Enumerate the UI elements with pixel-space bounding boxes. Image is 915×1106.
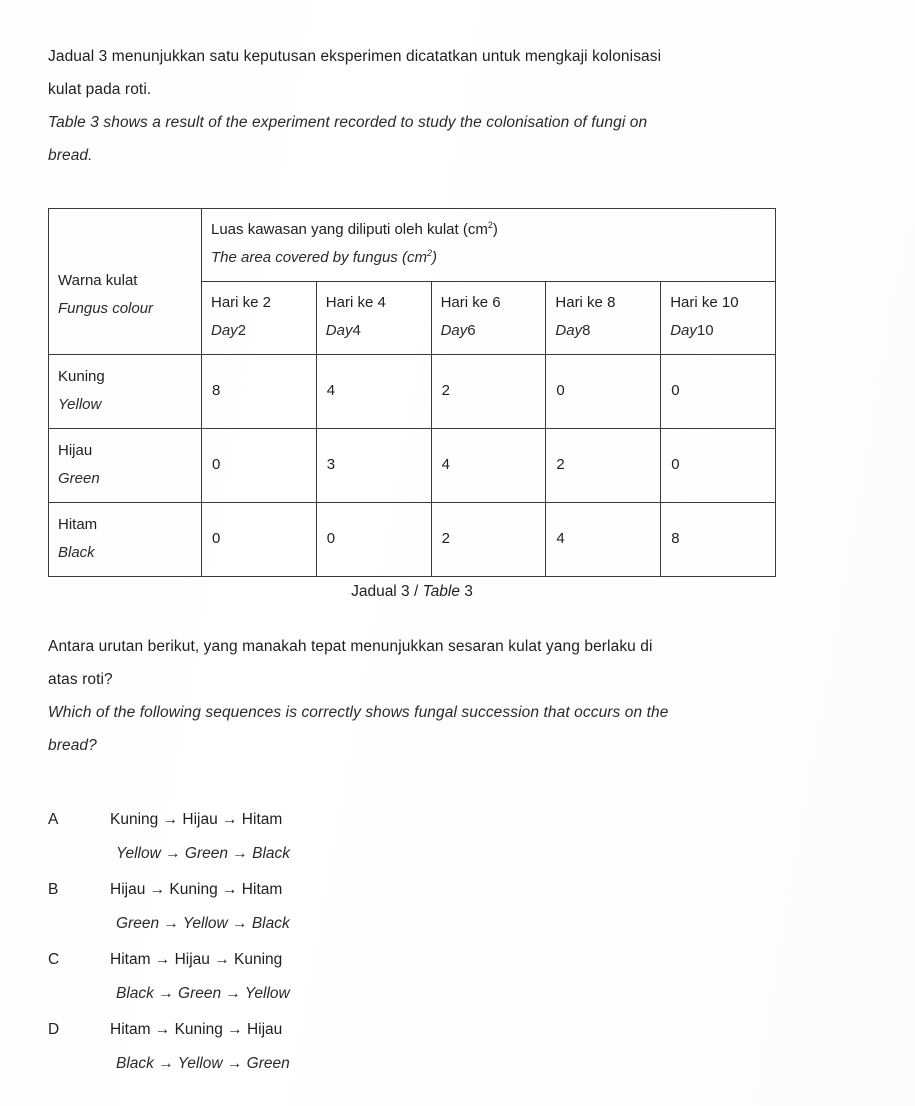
- table-row: [49, 503, 776, 577]
- header-day-6-english: Day6: [440, 322, 476, 339]
- question-line-1-malay: Antara urutan berikut, yang manakah tepat menunjukkan sesaran kulat yang berlaku di: [48, 638, 653, 655]
- cell-black-day4: 0: [316, 503, 431, 577]
- cell-green-day4: 3: [316, 429, 431, 503]
- answer-options-list: [48, 803, 548, 1083]
- cell-yellow-day4: 4: [316, 355, 431, 429]
- header-day-2-english: Day2: [211, 322, 247, 339]
- cell-green-day2: 0: [202, 429, 317, 503]
- intro-line-1-malay: Jadual 3 menunjukkan satu keputusan eksperimen dicatatkan untuk mengkaji kolonisasi: [48, 48, 662, 65]
- option-a-english: Yellow → Green → Black: [116, 845, 291, 862]
- option-d-malay: Hitam → Kuning → Hijau: [110, 1021, 283, 1038]
- table-row: [49, 355, 776, 429]
- cell-green-day8: 2: [546, 429, 661, 503]
- option-b-malay: Hijau → Kuning → Hitam: [110, 881, 283, 898]
- row-label-yellow: [49, 355, 202, 429]
- option-b-english: Green → Yellow → Black: [116, 915, 290, 932]
- header-day-10-english: Day10: [670, 322, 714, 339]
- question-line-2-english: bread?: [48, 737, 97, 754]
- header-cell-day-6: [431, 282, 546, 355]
- header-cell-day-4: [316, 282, 431, 355]
- superscript-two-malay: 2: [487, 220, 493, 230]
- answer-option-d[interactable]: [48, 1013, 548, 1081]
- header-fungus-colour-english: Fungus colour: [58, 300, 154, 317]
- cell-black-day6: 2: [431, 503, 546, 577]
- header-cell-day-10: [661, 282, 776, 355]
- question-line-1-english: Which of the following sequences is correctly shows fungal succession that occurs on the: [48, 704, 669, 721]
- caption-malay: Jadual 3 /: [351, 583, 423, 600]
- row-label-black: [49, 503, 202, 577]
- header-day-4-malay: Hari ke 4: [325, 294, 386, 311]
- option-letter-c: C: [48, 951, 60, 968]
- option-letter-a: A: [48, 811, 59, 828]
- answer-option-a[interactable]: [48, 803, 548, 871]
- header-fungus-colour-malay: Warna kulat: [58, 272, 138, 289]
- intro-line-1-english: Table 3 shows a result of the experiment recorded to study the colonisation of fungi on: [48, 114, 648, 131]
- header-cell-day-8: [546, 282, 661, 355]
- row-label-green: [49, 429, 202, 503]
- cell-yellow-day2: 8: [202, 355, 317, 429]
- option-letter-b: B: [48, 881, 59, 898]
- row-label-yellow-english: Yellow: [58, 396, 102, 413]
- header-cell-day-2: [202, 282, 317, 355]
- cell-black-day10: 8: [661, 503, 776, 577]
- fungus-area-table: [48, 208, 776, 577]
- cell-yellow-day8: 0: [546, 355, 661, 429]
- question-block: [48, 630, 858, 762]
- row-label-green-english: Green: [58, 470, 100, 487]
- header-cell-area-covered: [202, 209, 776, 282]
- row-label-black-english: Black: [58, 544, 95, 561]
- option-d-english: Black → Yellow → Green: [116, 1055, 290, 1072]
- intro-line-2-english: bread.: [48, 147, 93, 164]
- header-day-8-malay: Hari ke 8: [555, 294, 616, 311]
- header-day-8-english: Day8: [555, 322, 591, 339]
- header-day-2-malay: Hari ke 2: [211, 294, 272, 311]
- cell-yellow-day10: 0: [661, 355, 776, 429]
- option-c-english: Black → Green → Yellow: [116, 985, 290, 1002]
- intro-block: [48, 40, 848, 172]
- option-a-malay: Kuning → Hijau → Hitam: [110, 811, 283, 828]
- caption-english: Table: [422, 583, 460, 600]
- row-label-green-malay: Hijau: [58, 442, 93, 459]
- row-label-yellow-malay: Kuning: [58, 368, 105, 385]
- header-day-6-malay: Hari ke 6: [440, 294, 501, 311]
- cell-green-day10: 0: [661, 429, 776, 503]
- table-header-row-1: [49, 209, 776, 282]
- header-day-10-malay: Hari ke 10: [670, 294, 739, 311]
- option-letter-d: D: [48, 1021, 60, 1038]
- cell-black-day8: 4: [546, 503, 661, 577]
- table-row: [49, 429, 776, 503]
- question-line-2-malay: atas roti?: [48, 671, 113, 688]
- superscript-two-english: 2: [426, 248, 432, 258]
- cell-green-day6: 4: [431, 429, 546, 503]
- answer-option-b[interactable]: [48, 873, 548, 941]
- header-area-malay: Luas kawasan yang diliputi oleh kulat $(cm^2)$: [211, 220, 498, 238]
- header-area-english: The area covered by fungus $(cm^2)$: [211, 248, 437, 266]
- option-c-malay: Hitam → Hijau → Kuning: [110, 951, 283, 968]
- cell-black-day2: 0: [202, 503, 317, 577]
- row-label-black-malay: Hitam: [58, 516, 98, 533]
- answer-option-c[interactable]: [48, 943, 548, 1011]
- cell-yellow-day6: 2: [431, 355, 546, 429]
- header-cell-fungus-colour: [49, 209, 202, 355]
- header-day-4-english: Day4: [325, 322, 361, 339]
- table-caption: [48, 583, 776, 601]
- table-3-wrapper: [48, 208, 776, 577]
- intro-line-2-malay: kulat pada roti.: [48, 81, 152, 98]
- caption-number: 3: [459, 583, 473, 600]
